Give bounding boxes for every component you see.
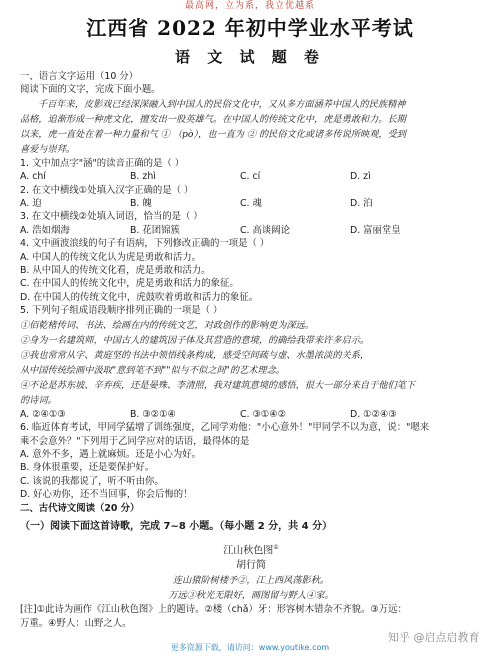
passage-line: 以来，虎一直处在着一种力量和气 ① （pò），也一直为 ② 的民俗文化或诸多传说所映观，受到 (20, 128, 406, 140)
q6-option-d: D. 好心劝你，还不当回事，你会后悔的！ (20, 489, 193, 501)
q5-option-b: B. ③②①④ (130, 408, 177, 420)
q1-option-b: B. zhì (130, 171, 156, 183)
section2-heading: 二、古代诗文阅读（20 分） (20, 502, 140, 514)
q2-option-a: A. 迫 (20, 198, 42, 210)
q2-option-b: B. 魄 (130, 198, 152, 210)
q5-stem: 5. 下列句子组成语段顺序排列正确的一项是（ ） (20, 305, 223, 317)
q6-option-c: C. 该说的我都说了，听不听由你。 (20, 475, 164, 487)
q1-options (20, 170, 482, 183)
q5-options (20, 408, 482, 421)
q1-option-d: D. zì (350, 171, 371, 183)
q3-option-b: B. 花团锦簇 (130, 224, 180, 236)
q2-stem: 2. 在文中横线①处填入汉字正确的是（ ） (20, 184, 194, 196)
poem-title (20, 540, 482, 559)
poem-line: 万远③秋光无限好，画图留与野人④家。 (168, 590, 334, 602)
q5-sentence: ③我也常常从字、黄庭坚的书法中领悟线条构成，感受空间疏与虚、水墨浓淡的关系， (20, 349, 370, 361)
poem-instruction: （一）阅读下面这首诗歌，完成 7~8 小题。（每小题 2 分，共 4 分） (20, 521, 333, 532)
exam-title: 江西省 2022 年初中学业水平考试 (86, 16, 414, 40)
q5-option-a: A. ②④①③ (20, 408, 66, 420)
q6-stem: 6. 临近体育考试，甲同学猛增了训练强度，乙同学劝他："小心意外！"甲同学不以为意，说："嗯来 (20, 422, 430, 434)
q4-option-b: B. 从中国人的传统文化看，虎是勇敢和活力。 (20, 265, 211, 277)
q6-stem: 乘不会意外？"下列用于乙同学应对的话语，最得体的是 (20, 435, 250, 447)
poem-line: 连山猿阶树楼予②，江上西风荡影秋。 (172, 575, 330, 587)
q6-option-b: B. 身体很重要，还是要保护好。 (20, 462, 155, 474)
q4-option-a: A. 中国人的传统文化认为虎是勇敢和活力。 (20, 251, 201, 263)
exam-subtitle: 语 文 试 题 卷 (175, 48, 325, 66)
q2-option-d: D. 泊 (350, 198, 373, 210)
top-note: 最高网，立为系，我立优越系 (184, 1, 315, 11)
q1-stem: 1. 文中加点字"涵"的读音正确的是（ ） (20, 157, 185, 169)
q5-option-c: C. ③①④② (240, 408, 287, 420)
poem-section (20, 520, 482, 630)
q4-option-c: C. 在中国人的传统文化中，虎是勇敢和活力的象征。 (20, 278, 239, 290)
q5-sentence: 从中国传统绘画中汲取"意到笔不到""似与不似之间"的艺术理念。 (20, 364, 285, 376)
q4-option-d: D. 在中国人的传统文化中，虎鼓吹着勇敢和活力的象征。 (20, 291, 259, 303)
q5-sentence: ④不论是苏东坡、辛弃疾，还是晏殊、李清照，我对建筑意境的感悟，很大一部分来自于他们笔下 (20, 379, 416, 391)
q2-options (20, 197, 482, 210)
q5-sentence: ①佰乾楮传词、书法、绘画在内的传统文艺，对政创作的影响更为深远。 (20, 319, 314, 331)
q5-sentence: ②身为一名建筑师，中国古人的建筑因子体及其营造的意境，的确给我带来许多启示。 (20, 334, 370, 346)
footer-link[interactable]: 更多资源下载，请访问：www.youtike.com (170, 643, 330, 652)
q3-option-d: D. 富丽堂皇 (350, 224, 401, 236)
q4-stem: 4. 文中画波浪线的句子有语病，下列修改正确的一项是（ ） (20, 238, 270, 250)
q3-option-c: C. 高谈阔论 (240, 224, 291, 236)
passage-line: 品格，追渐形成一种虎文化，擅发出一股英雄气。在中国人的传统文化中，虎是勇敢和力。长期 (20, 113, 406, 125)
q1-option-a: A. chí (20, 171, 46, 183)
poem-title-note: ① (273, 544, 279, 551)
exam-content (20, 70, 482, 515)
q5-sentence: 的诗词。 (20, 394, 57, 406)
passage-line: 千百年来，皮影戏已经深深融入到中国人的民俗文化中，又从多方面涵养中国人的民族精神 (38, 98, 406, 110)
poem-title-text: 江山秋色图 (223, 545, 274, 557)
q3-options (20, 224, 482, 237)
q2-option-c: C. 魂 (240, 198, 262, 210)
q3-option-a: A. 浩如烟海 (20, 224, 70, 236)
q5-option-d: D. ①②④③ (350, 408, 397, 420)
q3-stem: 3. 在文中横线②处填入词语，恰当的是（ ） (20, 211, 203, 223)
q6-option-a: A. 意外不多，遇上就麻烦。还是小心为好。 (20, 448, 201, 460)
section1-instruction: 阅读下面的文字，完成下面小题。 (20, 84, 161, 96)
passage-line: 喜爱与崇拜。 (20, 143, 76, 155)
poem-author: 胡行简 (236, 560, 266, 572)
q1-option-c: C. cí (240, 171, 261, 183)
poem-note: 万重。④野人：山野之人。 (20, 617, 132, 629)
section1-heading: 一、语言文字运用（10 分） (20, 71, 139, 82)
poem-note: [注]①此诗为画作《江山秋色图》上的题诗。②楼（chǎ）牙：形容树木错杂不齐貌。③万远： (20, 604, 407, 616)
zhihu-watermark: 知乎 @启点启教育 (388, 631, 480, 644)
